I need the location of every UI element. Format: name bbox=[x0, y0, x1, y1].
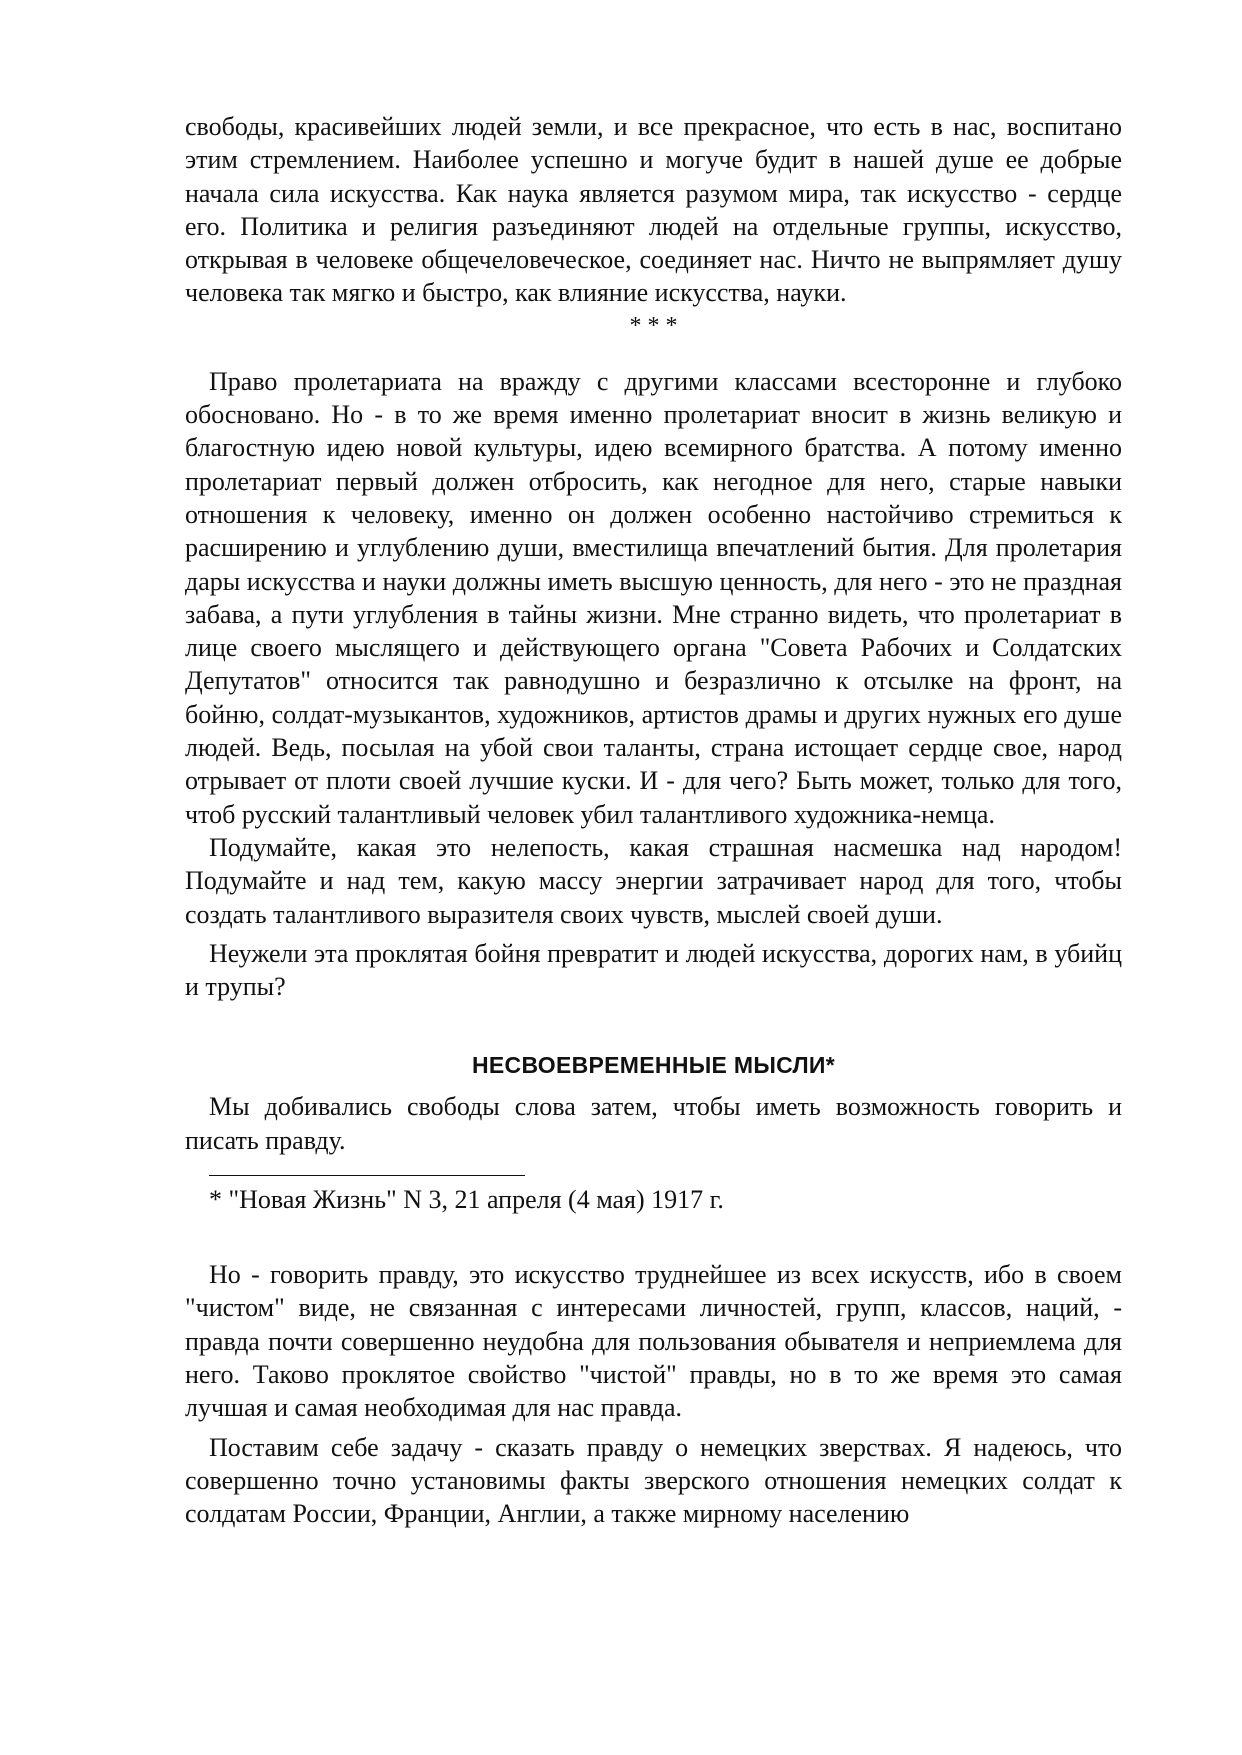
section-title: НЕСВОЕВРЕМЕННЫЕ МЫСЛИ* bbox=[471, 1052, 836, 1079]
footnote-separator-line bbox=[209, 1175, 525, 1176]
paragraph-proletariat: Право пролетариата на вражду с другими классами всесторонне и глубоко обосновано. Но - в то же время именно пролетариат вносит в жизнь великую и благостную идею новой культуры, идею всемирного братства. А потому именно пролетариат первый должен отбросить, как негодное для него, старые навыки отношения к человеку, именно он должен особенно настойчиво стремиться к расширению и углублению души, вместилища впечатлений бытия. Для пролетария дары искусства и науки должны иметь высшую ценность, для него - это не праздная забава, а пути углубления в тайны жизни. Мне странно видеть, что пролетариат в лице своего мыслящего и действующего органа "Совета Рабочих и Солдатских Депутатов" относится так равнодушно и безразлично к отсылке на фронт, на бойню, солдат-музыкантов, художников, артистов драмы и других нужных его душе людей. Ведь, посылая на убой свои таланты, страна истощает сердце свое, народ отрывает от плоти своей лучшие куски. И - для чего? Быть может, только для того, чтоб русский талантливый человек убил талантливого художника-немца. bbox=[185, 366, 1122, 829]
document-page bbox=[185, 110, 1122, 1530]
paragraph-continued: свободы, красивейших людей земли, и все прекрасное, что есть в нас, воспитано этим стремлением. Наиболее успешно и могуче будит в нашей душе ее добрые начала сила искусства. Как наука является разумом мира, так искусство - сердце его. Политика и религия разъединяют людей на отдельные группы, искусство, открывая в человеке общечеловеческое, соединяет нас. Ничто не выпрямляет душу человека так мягко и быстро, как влияние искусства, науки. bbox=[185, 112, 1122, 308]
paragraph-german-atrocities: Поставим себе задачу - сказать правду о немецких зверствах. Я надеюсь, что совершенно точно установимы факты зверского отношения немецких солдат к солдатам России, Франции, Англии, а также мирному населению bbox=[185, 1432, 1122, 1529]
paragraph-telling-truth: Но - говорить правду, это искусство труднейшее из всех искусств, ибо в своем "чистом" виде, не связанная с интересами личностей, групп, классов, наций, - правда почти совершенно неудобна для пользования обывателя и неприемлема для него. Таково проклятое свойство "чистой" правды, но в то же время это самая лучшая и самая необходимая для нас правда. bbox=[185, 1260, 1122, 1423]
section-break-asterisks: * * * bbox=[629, 312, 678, 339]
paragraph-freedom-of-speech: Мы добивались свободы слова затем, чтобы иметь возможность говорить и писать правду. bbox=[185, 1092, 1122, 1155]
paragraph-think-about: Подумайте, какая это нелепость, какая страшная насмешка над народом! Подумайте и над тем, какую массу энергии затрачивает народ для того, чтобы создать талантливого выразителя своих чувств, мыслей своей души. bbox=[185, 832, 1122, 929]
paragraph-slaughter-question: Неужели эта проклятая бойня превратит и людей искусства, дорогих нам, в убийц и трупы? bbox=[185, 938, 1122, 1002]
footnote-text: * "Новая Жизнь" N 3, 21 апреля (4 мая) 1917 г. bbox=[209, 1185, 724, 1215]
